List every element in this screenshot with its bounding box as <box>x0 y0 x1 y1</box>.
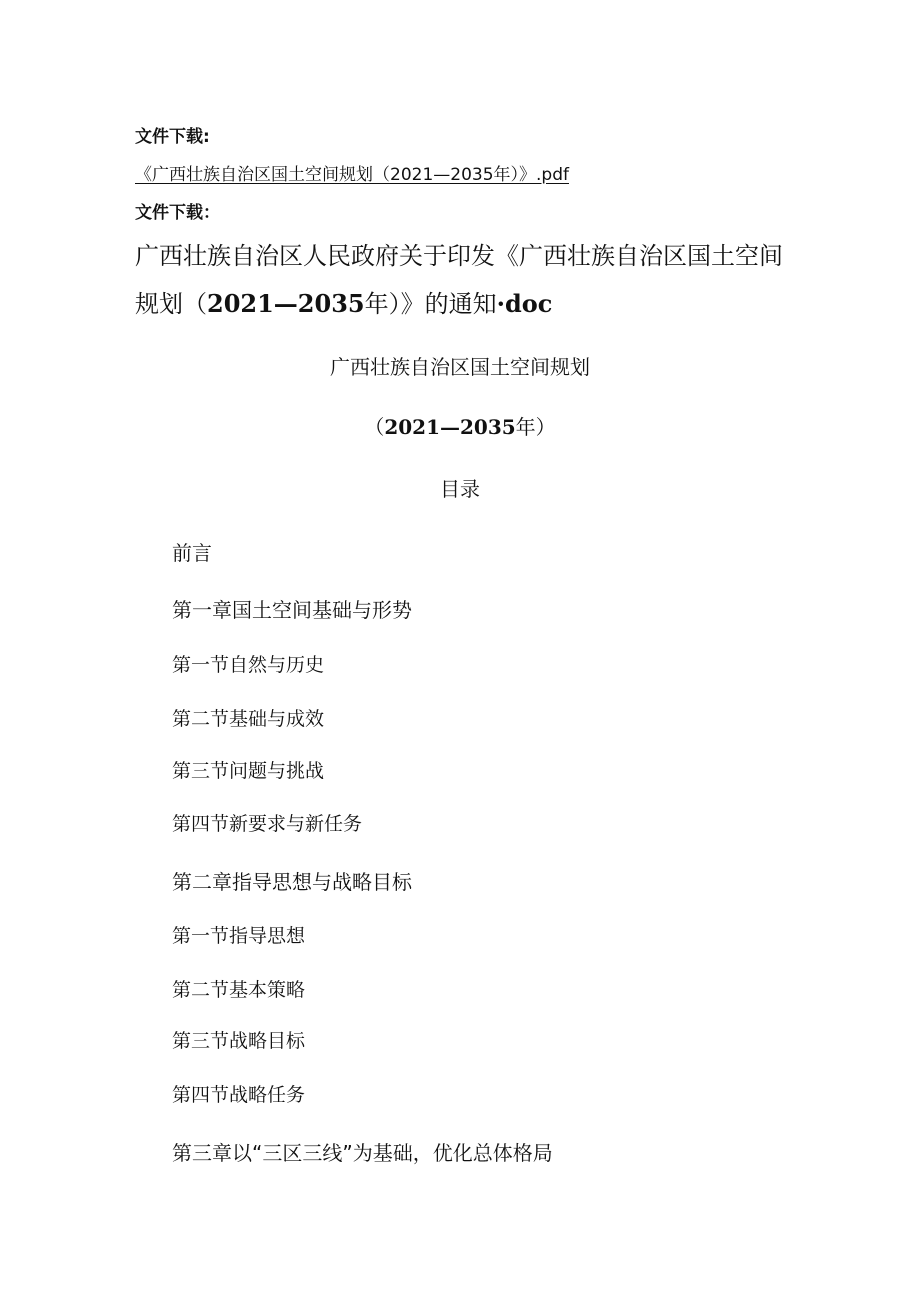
plan-years <box>0 411 920 440</box>
toc-section: 第一节自然与历史 <box>172 654 325 676</box>
toc-heading: 目录 <box>440 477 480 501</box>
toc-preface: 前言 <box>172 541 212 565</box>
toc-chapter-1: 第一章国土空间基础与形势 <box>172 598 412 622</box>
toc-chapter-3: 第三章以“三区三线”为基础，优化总体格局 <box>172 1141 553 1165</box>
download-label: 文件下载： <box>135 203 220 223</box>
pdf-download-link[interactable]: 《广西壮族自治区国土空间规划（2021—2035年）》.pdf <box>135 165 569 185</box>
notice-title-years: 2021—2035 <box>207 289 365 318</box>
notice-title-prefix: 规划（ <box>135 290 207 318</box>
plan-years-open: （ <box>364 415 385 439</box>
toc-section: 第三节战略目标 <box>172 1030 306 1052</box>
notice-title-line1: 广西壮族自治区人民政府关于印发《广西壮族自治区国土空间 <box>135 242 783 270</box>
toc-section: 第一节指导思想 <box>172 925 306 947</box>
notice-title-line2 <box>135 284 552 319</box>
download-label: 文件下载: <box>135 127 210 147</box>
toc-chapter-2: 第二章指导思想与战略目标 <box>172 870 412 894</box>
toc-section: 第二节基本策略 <box>172 979 306 1001</box>
plan-title: 广西壮族自治区国土空间规划 <box>330 355 590 379</box>
plan-years-close: 年） <box>515 415 556 439</box>
plan-years-number: 2021—2035 <box>384 415 516 439</box>
toc-section: 第四节新要求与新任务 <box>172 813 363 835</box>
toc-section: 第四节战略任务 <box>172 1084 306 1106</box>
toc-section: 第三节问题与挑战 <box>172 760 325 782</box>
toc-section: 第二节基础与成效 <box>172 708 325 730</box>
notice-title-suffix: 年）》的通知 <box>364 290 497 318</box>
notice-title-ext: ·doc <box>496 289 553 318</box>
